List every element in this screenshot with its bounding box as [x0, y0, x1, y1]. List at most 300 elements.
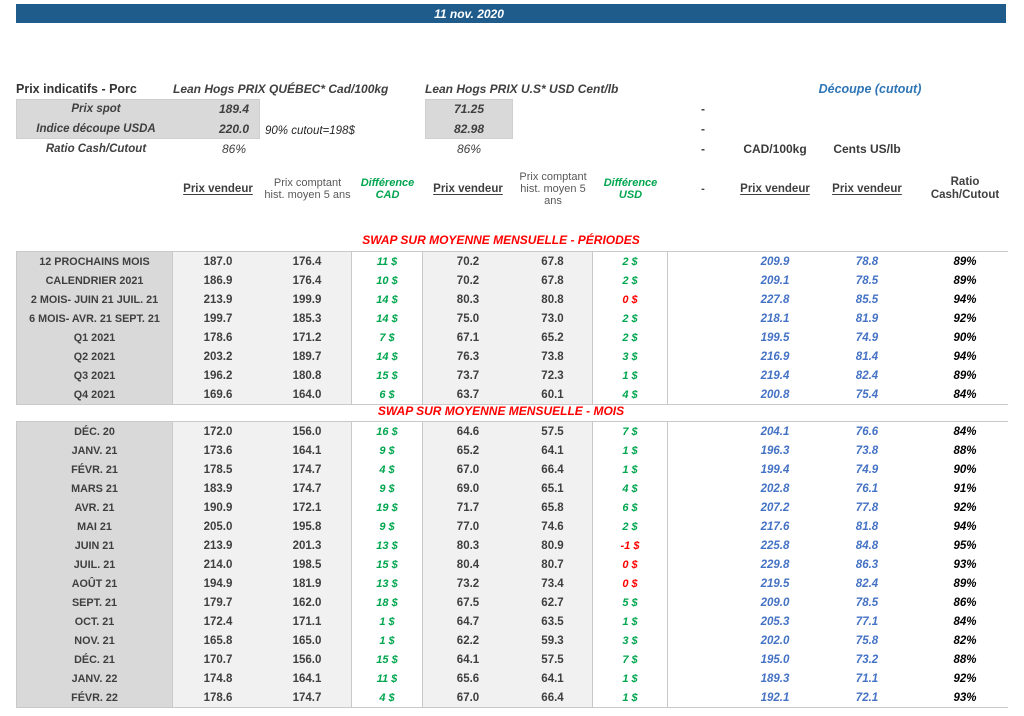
cutout-cad-value: 199.5 [760, 331, 790, 344]
usd-prix-vendeur-value: 73.7 [423, 366, 513, 385]
cad-prix-vendeur-value: 178.6 [173, 328, 263, 347]
cutout-cad-value: 229.8 [760, 558, 790, 571]
cutout-usd-value: 77.1 [855, 615, 879, 628]
cad-difference-value: 15 $ [352, 650, 423, 669]
cutout-cad-value: 209.1 [760, 274, 790, 287]
cutout-usd-value: 76.6 [855, 425, 879, 438]
table-row [16, 309, 1008, 328]
row-label: FÉVR. 21 [16, 460, 173, 479]
cutout-cad-value: 209.9 [760, 255, 790, 268]
col-header-prix-vendeur-usd: Prix vendeur [433, 182, 503, 195]
col-header-prix-vendeur-cad: Prix vendeur [183, 182, 253, 195]
cutout-cad-value: 202.8 [760, 482, 790, 495]
row-label: Q3 2021 [16, 366, 173, 385]
usd-prix-vendeur-value: 67.0 [423, 688, 513, 707]
cutout-usd-value: 75.8 [855, 634, 879, 647]
cad-prix-vendeur-value: 172.0 [173, 422, 263, 441]
cutout-cad-value: 219.4 [760, 369, 790, 382]
table-row [16, 328, 1008, 347]
cad-prix-vendeur-value: 213.9 [173, 536, 263, 555]
cutout-cad-value: 205.3 [760, 615, 790, 628]
cad-difference-value: 15 $ [352, 555, 423, 574]
row-label: CALENDRIER 2021 [16, 271, 173, 290]
spot-usd-value: 71.25 [453, 102, 485, 116]
ratio-cash-cutout-value: 89% [953, 274, 977, 287]
cad-prix-comptant-value: 174.7 [263, 688, 352, 707]
row-label: JANV. 21 [16, 441, 173, 460]
usda-usd-value: 82.98 [453, 122, 485, 136]
cad-prix-comptant-value: 174.7 [263, 479, 352, 498]
cutout-usd-value: 78.8 [855, 255, 879, 268]
usd-prix-vendeur-value: 70.2 [423, 271, 513, 290]
cad-prix-vendeur-value: 173.6 [173, 441, 263, 460]
cutout-cad-value: 196.3 [760, 444, 790, 457]
row-label: FÉVR. 22 [16, 688, 173, 707]
cad-difference-value: 18 $ [352, 593, 423, 612]
usd-prix-comptant-value: 67.8 [513, 252, 593, 271]
dash-column-spacer [668, 555, 738, 574]
usd-prix-comptant-value: 73.4 [513, 574, 593, 593]
col-header-cutout-prix-vendeur-usd: Prix vendeur [832, 182, 902, 195]
ratio-cash-cutout-value: 92% [953, 501, 977, 514]
dash-column-spacer [668, 385, 738, 404]
ratio-cash-cutout-value: 89% [953, 255, 977, 268]
dash-column-spacer [668, 650, 738, 669]
usd-prix-comptant-value: 64.1 [513, 441, 593, 460]
cutout-cad-value: 202.0 [760, 634, 790, 647]
cad-prix-comptant-value: 172.1 [263, 498, 352, 517]
usd-prix-comptant-value: 65.1 [513, 479, 593, 498]
cad-difference-value: 11 $ [352, 252, 423, 271]
cad-difference-value: 9 $ [352, 441, 423, 460]
row-label: MAI 21 [16, 517, 173, 536]
usd-difference-value: 5 $ [593, 593, 668, 612]
usd-prix-vendeur-value: 69.0 [423, 479, 513, 498]
usd-prix-comptant-value: 57.5 [513, 422, 593, 441]
usd-difference-value: -1 $ [593, 536, 668, 555]
cad-prix-comptant-value: 171.1 [263, 612, 352, 631]
table-row [16, 290, 1008, 309]
usd-prix-vendeur-value: 80.4 [423, 555, 513, 574]
cad-prix-comptant-value: 164.0 [263, 385, 352, 404]
usd-prix-vendeur-value: 64.7 [423, 612, 513, 631]
cad-difference-value: 11 $ [352, 669, 423, 688]
cutout-cad-value: 192.1 [760, 691, 790, 704]
cad-prix-vendeur-value: 214.0 [173, 555, 263, 574]
cad-prix-vendeur-value: 178.5 [173, 460, 263, 479]
col-header-prix-comptant-cad: Prix comptant hist. moyen 5 ans [264, 176, 351, 201]
cad-prix-vendeur-value: 179.7 [173, 593, 263, 612]
cad-difference-value: 9 $ [352, 517, 423, 536]
cutout-usd-value: 86.3 [855, 558, 879, 571]
column-header-row [16, 163, 1008, 215]
usd-prix-vendeur-value: 62.2 [423, 631, 513, 650]
cad-prix-vendeur-value: 194.9 [173, 574, 263, 593]
usd-prix-vendeur-value: 67.5 [423, 593, 513, 612]
cad-prix-comptant-value: 181.9 [263, 574, 352, 593]
row-label: AOÛT 21 [16, 574, 173, 593]
ratio-cash-cutout-value: 82% [953, 634, 977, 647]
ratio-cash-cutout-value: 89% [953, 577, 977, 590]
row-label: JANV. 22 [16, 669, 173, 688]
cad-prix-vendeur-value: 174.8 [173, 669, 263, 688]
ratio-cash-cutout-value: 91% [953, 482, 977, 495]
table-row [16, 536, 1008, 555]
cad-prix-vendeur-value: 213.9 [173, 290, 263, 309]
ratio-cash-cutout-value: 92% [953, 312, 977, 325]
table-row [16, 498, 1008, 517]
cad-prix-comptant-value: 176.4 [263, 252, 352, 271]
cutout-usd-value: 81.4 [855, 350, 879, 363]
row-label: JUIN 21 [16, 536, 173, 555]
usd-difference-value: 0 $ [593, 555, 668, 574]
ratio-cash-cutout-value: 88% [953, 444, 977, 457]
cad-difference-value: 4 $ [352, 460, 423, 479]
ratio-cash-cutout-value: 94% [953, 350, 977, 363]
cad-prix-vendeur-value: 178.6 [173, 688, 263, 707]
section-title-periodes: SWAP SUR MOYENNE MENSUELLE - PÉRIODES [362, 233, 640, 247]
usd-prix-vendeur-value: 65.6 [423, 669, 513, 688]
dash-column-spacer [668, 631, 738, 650]
usd-prix-vendeur-value: 65.2 [423, 441, 513, 460]
cutout-usd-value: 82.4 [855, 369, 879, 382]
table-row [16, 347, 1008, 366]
col-header-prix-comptant-usd: Prix comptant hist. moyen 5 ans [519, 170, 587, 208]
dash-column-spacer [668, 688, 738, 707]
dash-separator: - [701, 142, 705, 156]
col-header-ratio-cash-cutout: Ratio Cash/Cutout [930, 176, 1000, 201]
table-row [16, 555, 1008, 574]
usd-prix-comptant-value: 59.3 [513, 631, 593, 650]
table-row [16, 441, 1008, 460]
row-label: 12 PROCHAINS MOIS [16, 252, 173, 271]
dash-column-spacer [668, 593, 738, 612]
table-row [16, 612, 1008, 631]
cutout-usd-value: 74.9 [855, 331, 879, 344]
cad-prix-comptant-value: 164.1 [263, 441, 352, 460]
cad-prix-comptant-value: 199.9 [263, 290, 352, 309]
row-label: NOV. 21 [16, 631, 173, 650]
table-row [16, 271, 1008, 290]
cutout-header: Découpe (cutout) [818, 82, 922, 96]
cutout-usd-value: 72.1 [855, 691, 879, 704]
usd-difference-value: 1 $ [593, 669, 668, 688]
cutout-cad-value: 199.4 [760, 463, 790, 476]
usd-difference-value: 4 $ [593, 385, 668, 404]
cad-difference-value: 1 $ [352, 612, 423, 631]
usd-prix-comptant-value: 63.5 [513, 612, 593, 631]
usd-difference-value: 0 $ [593, 290, 668, 309]
cad-difference-value: 9 $ [352, 479, 423, 498]
dash-column-spacer [668, 612, 738, 631]
usd-prix-vendeur-value: 80.3 [423, 290, 513, 309]
section-title-mois: SWAP SUR MOYENNE MENSUELLE - MOIS [377, 404, 625, 418]
usd-prix-vendeur-value: 76.3 [423, 347, 513, 366]
table-row [16, 593, 1008, 612]
cad-prix-vendeur-value: 169.6 [173, 385, 263, 404]
row-label: Q2 2021 [16, 347, 173, 366]
row-label: Q4 2021 [16, 385, 173, 404]
row-label: MARS 21 [16, 479, 173, 498]
cutout-usd-value: 85.5 [855, 293, 879, 306]
usd-difference-value: 2 $ [593, 309, 668, 328]
ratio-cash-cutout-value: 95% [953, 539, 977, 552]
usd-difference-value: 0 $ [593, 574, 668, 593]
swap-months-table [16, 421, 1008, 708]
table-row [16, 631, 1008, 650]
table-row [16, 517, 1008, 536]
dash-column-spacer [668, 479, 738, 498]
usd-prix-comptant-value: 73.8 [513, 347, 593, 366]
cutout-cad-value: 219.5 [760, 577, 790, 590]
table-row [16, 422, 1008, 441]
col-header-difference-cad: Différence CAD [360, 176, 415, 201]
row-label: JUIL. 21 [16, 555, 173, 574]
ratio-cash-cutout-value: 89% [953, 369, 977, 382]
cutout-usd-value: 78.5 [855, 596, 879, 609]
cad-difference-value: 4 $ [352, 688, 423, 707]
usd-difference-value: 6 $ [593, 498, 668, 517]
dash-column-spacer [668, 366, 738, 385]
cad-difference-value: 10 $ [352, 271, 423, 290]
row-label: AVR. 21 [16, 498, 173, 517]
dash-separator: - [701, 102, 705, 116]
usd-prix-vendeur-value: 77.0 [423, 517, 513, 536]
spot-cad-value: 189.4 [218, 102, 250, 116]
usd-prix-comptant-value: 73.0 [513, 309, 593, 328]
cutout-cad-value: 218.1 [760, 312, 790, 325]
usda-cutout-row-label: Indice découpe USDA [36, 123, 156, 135]
cutout-usd-value: 71.1 [855, 672, 879, 685]
cad-prix-vendeur-value: 187.0 [173, 252, 263, 271]
dash-column-spacer [668, 498, 738, 517]
dash-column-spacer [668, 328, 738, 347]
usd-difference-value: 1 $ [593, 441, 668, 460]
usd-prix-comptant-value: 65.2 [513, 328, 593, 347]
row-label: SEPT. 21 [16, 593, 173, 612]
cad-prix-comptant-value: 174.7 [263, 460, 352, 479]
table-row [16, 574, 1008, 593]
dash-separator: - [701, 182, 705, 195]
cad-prix-comptant-value: 195.8 [263, 517, 352, 536]
cad-prix-comptant-value: 156.0 [263, 650, 352, 669]
ratio-usd-value: 86% [456, 142, 482, 156]
table-row [16, 460, 1008, 479]
cutout-cad-value: 217.6 [760, 520, 790, 533]
usd-difference-value: 7 $ [593, 422, 668, 441]
us-price-header: Lean Hogs PRIX U.S* USD Cent/lb [425, 82, 619, 96]
row-label: DÉC. 20 [16, 422, 173, 441]
usd-prix-vendeur-value: 73.2 [423, 574, 513, 593]
cad-prix-vendeur-value: 183.9 [173, 479, 263, 498]
row-label: 6 MOIS- AVR. 21 SEPT. 21 [16, 309, 173, 328]
usda-cad-value: 220.0 [218, 122, 250, 136]
cutout-usd-value: 73.2 [855, 653, 879, 666]
cutout-usd-value: 81.9 [855, 312, 879, 325]
cutout-usd-value: 81.8 [855, 520, 879, 533]
ratio-cash-cutout-value: 86% [953, 596, 977, 609]
ratio-cash-cutout-value: 94% [953, 520, 977, 533]
usd-prix-comptant-value: 64.1 [513, 669, 593, 688]
report-header-bar [16, 4, 1006, 23]
cad-difference-value: 16 $ [352, 422, 423, 441]
cad-difference-value: 14 $ [352, 309, 423, 328]
usd-difference-value: 3 $ [593, 631, 668, 650]
usd-prix-comptant-value: 74.6 [513, 517, 593, 536]
usd-difference-value: 3 $ [593, 347, 668, 366]
cad-prix-vendeur-value: 203.2 [173, 347, 263, 366]
dash-column-spacer [668, 290, 738, 309]
col-header-difference-usd: Différence USD [603, 176, 658, 201]
cad-prix-comptant-value: 176.4 [263, 271, 352, 290]
cad-difference-value: 13 $ [352, 536, 423, 555]
cutout-cad-value: 209.0 [760, 596, 790, 609]
cutout-cad-value: 225.8 [760, 539, 790, 552]
cad-prix-vendeur-value: 199.7 [173, 309, 263, 328]
usd-difference-value: 1 $ [593, 366, 668, 385]
ratio-cash-cutout-value: 94% [953, 293, 977, 306]
cad-prix-comptant-value: 162.0 [263, 593, 352, 612]
usd-prix-vendeur-value: 75.0 [423, 309, 513, 328]
ratio-cad-value: 86% [221, 142, 247, 156]
ratio-cash-cutout-value: 84% [953, 425, 977, 438]
cad-prix-vendeur-value: 165.8 [173, 631, 263, 650]
table-row [16, 385, 1008, 404]
row-label: DÉC. 21 [16, 650, 173, 669]
dash-column-spacer [668, 669, 738, 688]
ratio-cash-cutout-value: 93% [953, 558, 977, 571]
cad-prix-comptant-value: 171.2 [263, 328, 352, 347]
usd-prix-comptant-value: 57.5 [513, 650, 593, 669]
table-row [16, 479, 1008, 498]
cutout-note: 90% cutout=198$ [265, 125, 355, 137]
cad-prix-comptant-value: 164.1 [263, 669, 352, 688]
ratio-cash-cutout-value: 90% [953, 463, 977, 476]
cad-difference-value: 14 $ [352, 347, 423, 366]
usd-prix-comptant-value: 67.8 [513, 271, 593, 290]
cad-prix-vendeur-value: 172.4 [173, 612, 263, 631]
dash-column-spacer [668, 271, 738, 290]
usd-prix-comptant-value: 60.1 [513, 385, 593, 404]
cutout-usd-value: 77.8 [855, 501, 879, 514]
cutout-usd-value: 74.9 [855, 463, 879, 476]
usd-difference-value: 7 $ [593, 650, 668, 669]
cutout-usd-value: 84.8 [855, 539, 879, 552]
spot-row-label: Prix spot [71, 103, 121, 115]
cad-difference-value: 14 $ [352, 290, 423, 309]
ratio-cash-cutout-value: 90% [953, 331, 977, 344]
cad-prix-vendeur-value: 186.9 [173, 271, 263, 290]
cad-prix-vendeur-value: 196.2 [173, 366, 263, 385]
usd-difference-value: 2 $ [593, 517, 668, 536]
cad-prix-comptant-value: 201.3 [263, 536, 352, 555]
cutout-usd-value: 73.8 [855, 444, 879, 457]
cutout-unit-cad: CAD/100kg [743, 142, 807, 156]
usd-prix-vendeur-value: 63.7 [423, 385, 513, 404]
quebec-price-header: Lean Hogs PRIX QUÉBEC* Cad/100kg [173, 82, 389, 96]
table-row [16, 252, 1008, 271]
dash-column-spacer [668, 309, 738, 328]
cutout-cad-value: 189.3 [760, 672, 790, 685]
usd-prix-comptant-value: 80.8 [513, 290, 593, 309]
ratio-cash-cutout-value: 93% [953, 691, 977, 704]
table-row [16, 688, 1008, 707]
cad-prix-comptant-value: 189.7 [263, 347, 352, 366]
usd-prix-vendeur-value: 64.1 [423, 650, 513, 669]
ratio-cash-cutout-value: 84% [953, 615, 977, 628]
cutout-unit-usd: Cents US/lb [833, 142, 901, 156]
ratio-cash-cutout-value: 88% [953, 653, 977, 666]
cad-prix-vendeur-value: 205.0 [173, 517, 263, 536]
cad-prix-comptant-value: 165.0 [263, 631, 352, 650]
usd-difference-value: 1 $ [593, 688, 668, 707]
ratio-cash-cutout-value: 84% [953, 388, 977, 401]
usd-prix-comptant-value: 72.3 [513, 366, 593, 385]
cad-difference-value: 1 $ [352, 631, 423, 650]
dash-column-spacer [668, 460, 738, 479]
usd-prix-vendeur-value: 67.1 [423, 328, 513, 347]
row-label: OCT. 21 [16, 612, 173, 631]
swap-periods-table [16, 251, 1008, 405]
table-row [16, 669, 1008, 688]
usd-prix-comptant-value: 65.8 [513, 498, 593, 517]
cad-difference-value: 15 $ [352, 366, 423, 385]
cad-prix-comptant-value: 185.3 [263, 309, 352, 328]
cutout-cad-value: 200.8 [760, 388, 790, 401]
row-label: Q1 2021 [16, 328, 173, 347]
dash-column-spacer [668, 517, 738, 536]
table-row [16, 366, 1008, 385]
cad-difference-value: 19 $ [352, 498, 423, 517]
cutout-cad-value: 216.9 [760, 350, 790, 363]
usd-difference-value: 1 $ [593, 460, 668, 479]
cutout-cad-value: 207.2 [760, 501, 790, 514]
usd-prix-vendeur-value: 67.0 [423, 460, 513, 479]
cad-difference-value: 7 $ [352, 328, 423, 347]
cad-prix-vendeur-value: 170.7 [173, 650, 263, 669]
usd-prix-vendeur-value: 70.2 [423, 252, 513, 271]
dash-column-spacer [668, 252, 738, 271]
usd-prix-vendeur-value: 64.6 [423, 422, 513, 441]
cutout-cad-value: 195.0 [760, 653, 790, 666]
usd-difference-value: 2 $ [593, 328, 668, 347]
usd-difference-value: 2 $ [593, 271, 668, 290]
cad-prix-vendeur-value: 190.9 [173, 498, 263, 517]
col-header-cutout-prix-vendeur-cad: Prix vendeur [740, 182, 810, 195]
cutout-usd-value: 78.5 [855, 274, 879, 287]
usd-prix-vendeur-value: 71.7 [423, 498, 513, 517]
cutout-usd-value: 75.4 [855, 388, 879, 401]
cutout-cad-value: 227.8 [760, 293, 790, 306]
cad-difference-value: 6 $ [352, 385, 423, 404]
dash-column-spacer [668, 574, 738, 593]
usd-prix-comptant-value: 66.4 [513, 460, 593, 479]
usd-prix-comptant-value: 80.7 [513, 555, 593, 574]
usd-difference-value: 2 $ [593, 252, 668, 271]
usd-difference-value: 1 $ [593, 612, 668, 631]
cutout-usd-value: 82.4 [855, 577, 879, 590]
dash-separator: - [701, 122, 705, 136]
usd-difference-value: 4 $ [593, 479, 668, 498]
usd-prix-comptant-value: 66.4 [513, 688, 593, 707]
usd-prix-vendeur-value: 80.3 [423, 536, 513, 555]
ratio-cash-cutout-value: 92% [953, 672, 977, 685]
cutout-usd-value: 76.1 [855, 482, 879, 495]
usd-prix-comptant-value: 80.9 [513, 536, 593, 555]
dash-column-spacer [668, 347, 738, 366]
cash-cutout-ratio-label: Ratio Cash/Cutout [45, 143, 147, 155]
cad-prix-comptant-value: 180.8 [263, 366, 352, 385]
